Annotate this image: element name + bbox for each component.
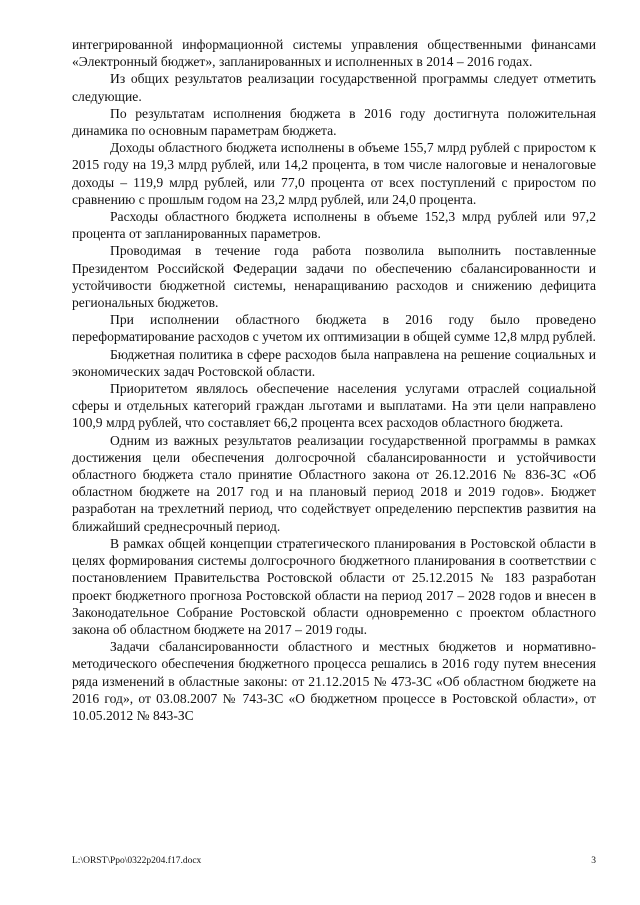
page-footer bbox=[72, 856, 596, 870]
paragraph-budget-dynamics: По результатам исполнения бюджета в 2016 году достигнута положительная динамика по основным параметрам бюджета. bbox=[72, 105, 596, 139]
document-body bbox=[72, 36, 596, 724]
paragraph-strategic-planning: В рамках общей концепции стратегического планирования в Ростовской области в целях формирования системы долгосрочного бюджетного планирования в соответствии с постановлением Правительства Ростовской области от 25.12.2015 № 183 разработан проект бюджетного прогноза Ростовской области на период 2017 – 2028 годов и внесен в Законодательное Собрание Ростовской области одновременно с проектом областного закона об областном бюджете на 2017 – 2019 годы. bbox=[72, 535, 596, 637]
paragraph-balance-tasks: Задачи сбалансированности областного и местных бюджетов и нормативно-методического обеспечения бюджетного процесса решались в 2016 году путем внесения ряда изменений в областные законы: от 21.12.2015 № 473-ЗС «Об областном бюджете на 2016 год», от 03.08.2007 № 743-ЗС «О бюджетном процессе в Ростовской области», от 10.05.2012 № 843-ЗС bbox=[72, 639, 596, 723]
paragraph-budget-policy: Бюджетная политика в сфере расходов была направлена на решение социальных и экономических задач Ростовской области. bbox=[72, 346, 596, 379]
page-number: 3 bbox=[591, 856, 596, 866]
paragraph-revenues: Доходы областного бюджета исполнены в объеме 155,7 млрд рублей с приростом к 2015 году на 19,3 млрд рублей, или 14,2 процента, в том числе налоговые и неналоговые доходы – 119,9 млрд рублей, или 77,0 процента от всех поступлений с приростом по сравнению с прошлым годом на 23,2 млрд рублей, или 24,0 процента. bbox=[72, 140, 596, 207]
paragraph-general-results: Из общих результатов реализации государственной программы следует отметить следующие. bbox=[72, 71, 596, 104]
footer-file-path: L:\ORST\Ppo\0322p204.f17.docx bbox=[72, 856, 202, 866]
paragraph-continuation: интегрированной информационной системы управления общественными финансами «Электронный бюджет», запланированных и исполненных в 2014 – 2016 годах. bbox=[72, 37, 596, 70]
paragraph-expenditures: Расходы областного бюджета исполнены в объеме 152,3 млрд рублей или 97,2 процента от запланированных параметров. bbox=[72, 209, 596, 242]
paragraph-president-tasks: Проводимая в течение года работа позволила выполнить поставленные Президентом Российской Федерации задачи по обеспечению сбалансированности и устойчивости бюджетной системы, ненаращиванию расходов и снижению дефицита региональных бюджетов. bbox=[72, 243, 596, 311]
paragraph-priority: Приоритетом являлось обеспечение населения услугами отраслей социальной сферы и отдельных категорий граждан льготами и выплатами. На эти цели направлено 100,9 млрд рублей, что составляет 66,2 процента всех расходов областного бюджета. bbox=[72, 381, 596, 431]
paragraph-regional-law: Одним из важных результатов реализации государственной программы в рамках достижения цели обеспечения долгосрочной сбалансированности и устойчивости областного бюджета стало принятие Областного закона от 26.12.2016 № 836-ЗС «Об областном бюджете на 2017 год и на плановый период 2018 и 2019 годов». Бюджет разработан на трехлетний период, что содействует определению перспектив развития на ближайший среднесрочный период. bbox=[72, 432, 596, 534]
paragraph-reformatting: При исполнении областного бюджета в 2016 году было проведено переформатирование расходов с учетом их оптимизации в общей сумме 12,8 млрд рублей. bbox=[72, 312, 596, 345]
